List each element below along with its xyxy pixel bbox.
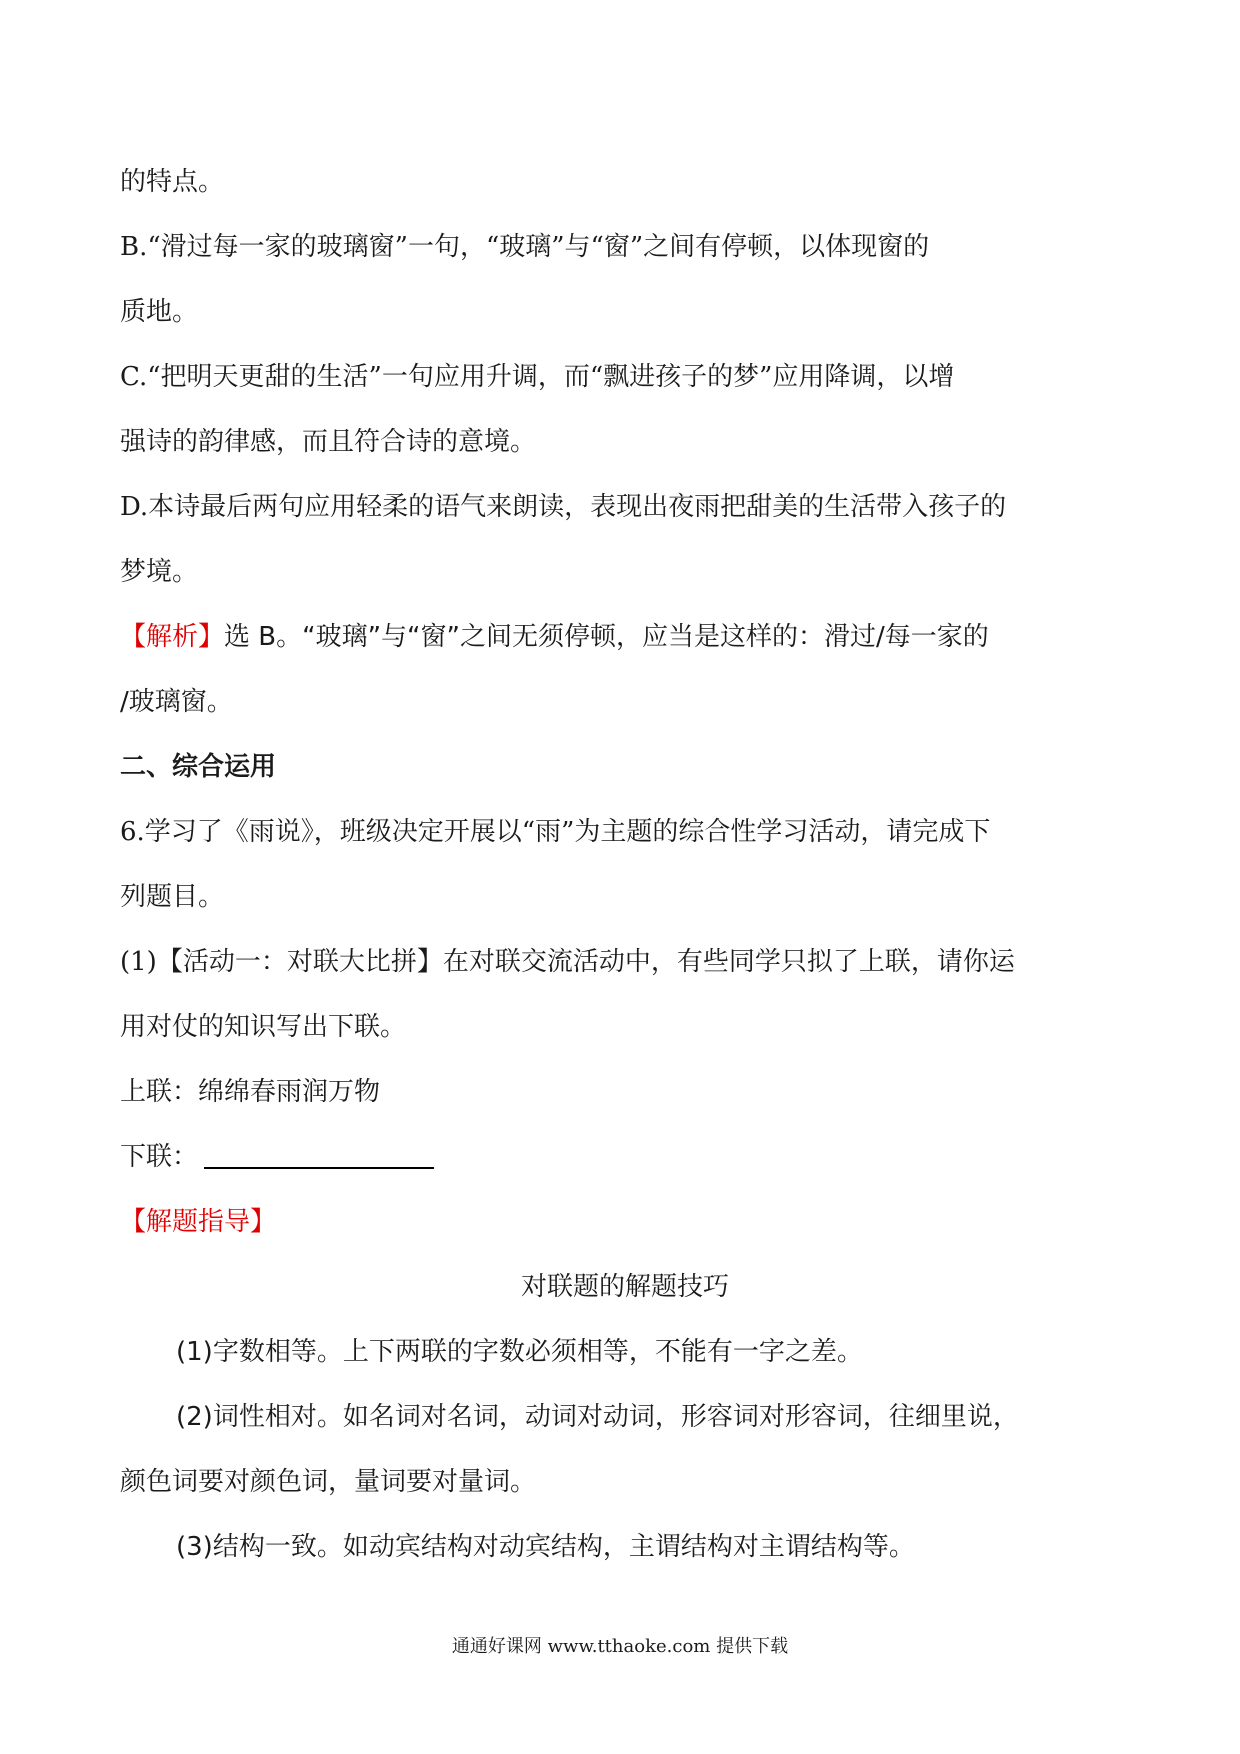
guidance-tip-1: (1)字数相等。上下两联的字数必须相等，不能有一字之差。 xyxy=(176,1337,863,1367)
analysis-text-1: 选 B。“玻璃”与“窗”之间无须停顿，应当是这样的：滑过/每一家的 xyxy=(224,622,989,652)
question6-stem-line-1: 6.学习了《雨说》，班级决定开展以“雨”为主题的综合性学习活动，请完成下 xyxy=(120,817,991,847)
option-c-line-2: 强诗的韵律感，而且符合诗的意境。 xyxy=(120,427,537,457)
answer-blank[interactable] xyxy=(204,1141,434,1169)
option-d-line-2: 梦境。 xyxy=(120,557,199,587)
guidance-tip-2-line-2: 颜色词要对颜色词，量词要对量词。 xyxy=(120,1467,537,1497)
subquestion1-line-2: 用对仗的知识写出下联。 xyxy=(120,1012,407,1042)
guidance-label: 【解题指导】 xyxy=(120,1207,277,1237)
lower-couplet-row xyxy=(120,1125,1130,1190)
guidance-tip-3: (3)结构一致。如动宾结构对动宾结构，主谓结构对主谓结构等。 xyxy=(176,1532,915,1562)
section-heading: 二、综合运用 xyxy=(120,752,277,782)
analysis-line-1 xyxy=(120,605,1130,670)
guidance-title: 对联题的解题技巧 xyxy=(520,1272,729,1302)
guidance-tip-2-line-1: (2)词性相对。如名词对名词，动词对动词，形容词对形容词，往细里说， xyxy=(176,1402,1019,1432)
lower-couplet-label: 下联： xyxy=(120,1142,199,1172)
question6-stem-line-2: 列题目。 xyxy=(120,882,225,912)
option-d-line-1: D.本诗最后两句应用轻柔的语气来朗读，表现出夜雨把甜美的生活带入孩子的 xyxy=(120,492,1007,522)
page-footer: 通通好课网 www.tthaoke.com 提供下载 xyxy=(451,1636,789,1657)
option-b-line-2: 质地。 xyxy=(120,297,199,327)
subquestion1-line-1: (1)【活动一：对联大比拼】在对联交流活动中，有些同学只拟了上联，请你运 xyxy=(120,947,1015,977)
analysis-line-2: /玻璃窗。 xyxy=(120,687,233,717)
option-c-line-1: C.“把明天更甜的生活”一句应用升调，而“飘进孩子的梦”应用降调，以增 xyxy=(120,362,955,392)
upper-couplet: 上联：绵绵春雨润万物 xyxy=(120,1077,381,1107)
option-b-line-1: B.“滑过每一家的玻璃窗”一句，“玻璃”与“窗”之间有停顿，以体现窗的 xyxy=(120,232,930,262)
option-a-continuation: 的特点。 xyxy=(120,167,225,197)
analysis-label: 【解析】 xyxy=(120,622,225,652)
page-content xyxy=(120,150,1130,1580)
